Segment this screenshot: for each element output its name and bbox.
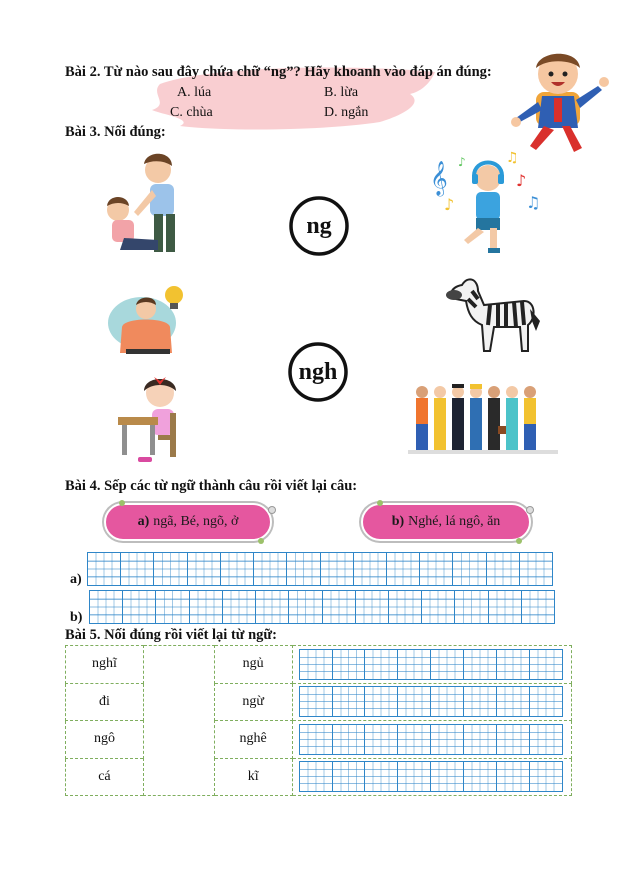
matching-gap — [143, 646, 214, 796]
boy-helping-friend-up-illustration — [96, 150, 204, 258]
bai2-title: Bài 2. Từ nào sau đây chứa chữ “ng”? Hãy khoanh vào đáp án đúng: — [65, 64, 492, 80]
svg-text:♪: ♪ — [516, 171, 527, 190]
word-card-b-words: Nghé, lá ngô, ăn — [408, 514, 501, 529]
table-row — [66, 721, 572, 759]
writing-cell[interactable] — [292, 758, 571, 796]
writing-grid-a[interactable] — [87, 552, 553, 586]
word-card-b-prefix: b) — [391, 514, 405, 529]
left-word[interactable]: đi — [66, 683, 144, 721]
writing-grid-b[interactable] — [89, 590, 555, 624]
girl-writing-at-desk-illustration — [114, 373, 194, 463]
bai3-title: Bài 3. Nối đúng: — [65, 124, 166, 140]
letter-circle-ngh[interactable] — [286, 340, 350, 404]
writing-row-a-label: a) — [70, 572, 82, 587]
card-decoration-dot — [516, 538, 522, 544]
word-card-a — [104, 503, 272, 541]
svg-text:♪: ♪ — [458, 155, 466, 169]
boy-listening-music-headphones-illustration — [428, 148, 548, 256]
svg-text:♫: ♫ — [526, 193, 541, 212]
word-card-a-words: ngã, Bé, ngõ, ở — [153, 514, 239, 529]
writing-grid[interactable] — [299, 724, 563, 755]
right-word[interactable]: ngừ — [214, 683, 292, 721]
option-d[interactable]: D. ngắn — [324, 105, 369, 120]
letter-ngh: ngh — [298, 358, 338, 385]
card-decoration-dot — [526, 506, 534, 514]
writing-cell[interactable] — [292, 721, 571, 759]
option-a[interactable]: A. lúa — [177, 85, 212, 100]
card-decoration-dot — [268, 506, 276, 514]
writing-grid[interactable] — [299, 761, 563, 792]
matching-table — [65, 645, 572, 796]
left-word[interactable]: nghĩ — [66, 646, 144, 684]
group-of-professions-illustration — [408, 380, 558, 458]
right-word[interactable]: ngủ — [214, 646, 292, 684]
man-thinking-lightbulb-illustration — [106, 283, 188, 355]
bai4-title: Bài 4. Sếp các từ ngữ thành câu rồi viết lại câu: — [65, 478, 358, 494]
table-row — [66, 646, 572, 684]
svg-text:𝄞: 𝄞 — [430, 161, 448, 196]
left-word[interactable]: cá — [66, 758, 144, 796]
letter-ng: ng — [306, 212, 332, 239]
option-b[interactable]: B. lừa — [324, 85, 359, 100]
zebra-illustration — [432, 265, 544, 359]
left-word[interactable]: ngô — [66, 721, 144, 759]
bai5-title: Bài 5. Nối đúng rồi viết lại từ ngữ: — [65, 627, 277, 643]
right-word[interactable]: nghê — [214, 721, 292, 759]
table-row — [66, 758, 572, 796]
table-row — [66, 683, 572, 721]
svg-text:♪: ♪ — [444, 195, 455, 214]
card-decoration-dot — [377, 500, 383, 506]
right-word[interactable]: kĩ — [214, 758, 292, 796]
svg-text:♫: ♫ — [506, 150, 519, 166]
writing-grid[interactable] — [299, 649, 563, 680]
running-schoolboy-illustration — [508, 46, 610, 158]
letter-circle-ng[interactable] — [287, 194, 351, 258]
writing-cell[interactable] — [292, 683, 571, 721]
writing-row-b-label: b) — [70, 610, 83, 625]
option-c[interactable]: C. chùa — [170, 105, 213, 120]
writing-cell[interactable] — [292, 646, 571, 684]
card-decoration-dot — [119, 500, 125, 506]
word-card-a-prefix: a) — [137, 514, 150, 529]
card-decoration-dot — [258, 538, 264, 544]
writing-grid[interactable] — [299, 686, 563, 717]
word-card-b — [361, 503, 531, 541]
